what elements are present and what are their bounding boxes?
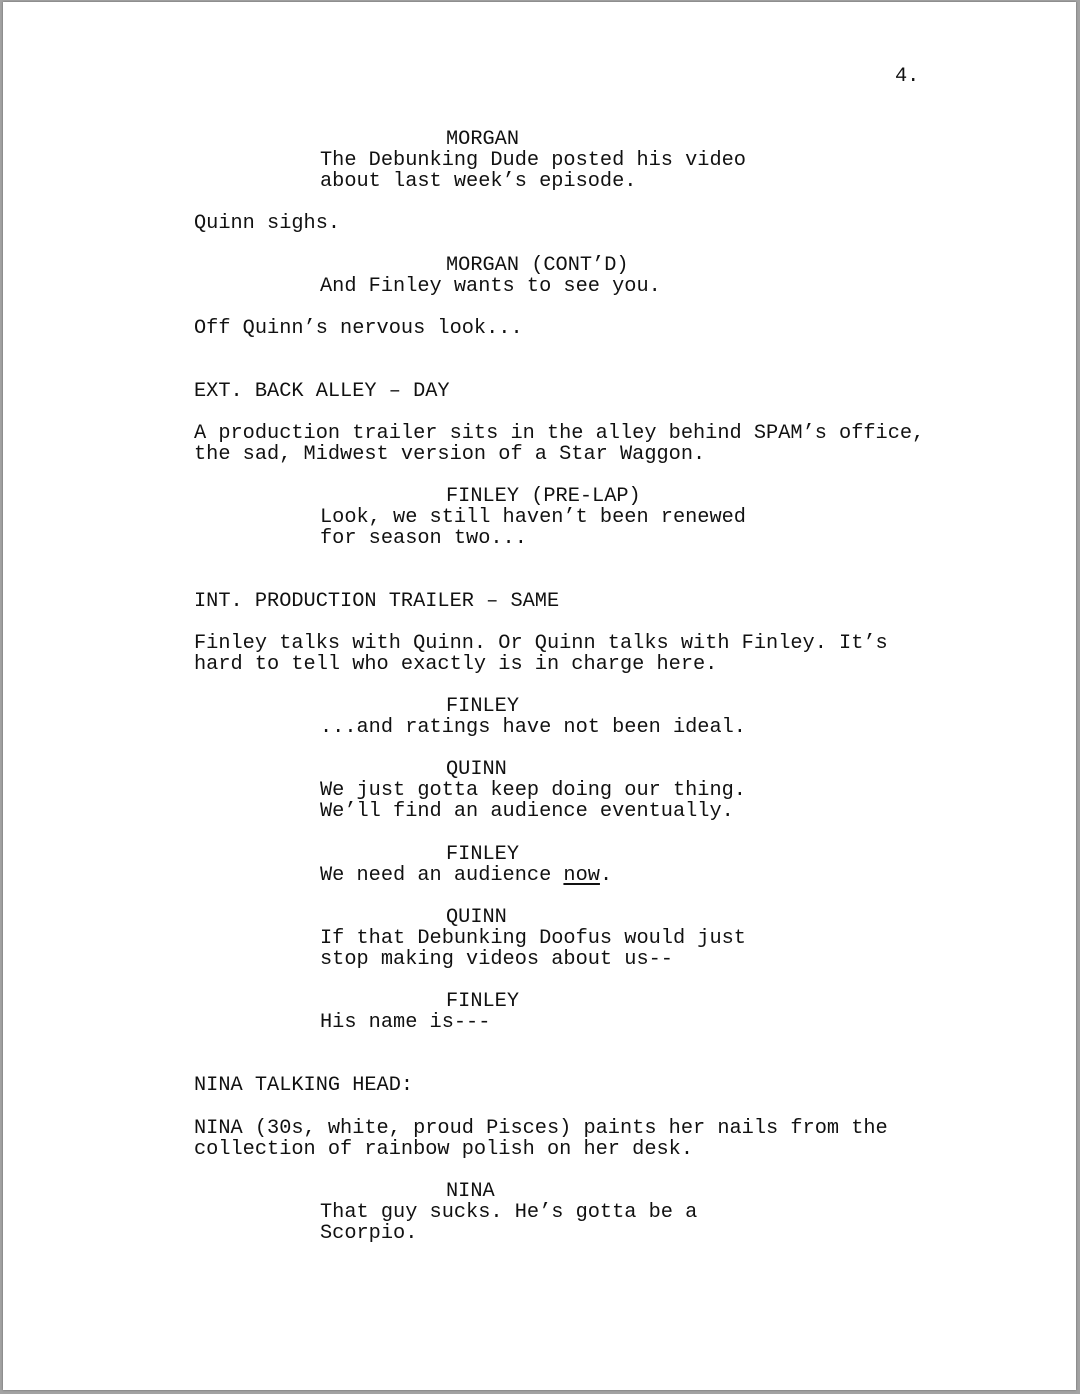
dialogue-line: Look, we still haven’t been renewed xyxy=(320,506,746,529)
scene-heading: EXT. BACK ALLEY – DAY xyxy=(194,380,450,403)
page-number: 4. xyxy=(895,65,920,88)
dialogue-line: If that Debunking Doofus would just xyxy=(320,927,746,950)
dialogue-line: The Debunking Dude posted his video xyxy=(320,149,746,172)
dialogue-line: We need an audience now. xyxy=(320,864,613,887)
character-name: QUINN xyxy=(446,758,507,781)
action-line: the sad, Midwest version of a Star Waggon. xyxy=(194,443,706,466)
character-name: QUINN xyxy=(446,906,507,929)
dialogue-line: We just gotta keep doing our thing. xyxy=(320,779,746,802)
dialogue-line: We’ll find an audience eventually. xyxy=(320,800,734,823)
character-name: FINLEY (PRE-LAP) xyxy=(446,485,641,508)
character-name: FINLEY xyxy=(446,843,520,866)
character-name: MORGAN (CONT’D) xyxy=(446,254,629,277)
dialogue-line: about last week’s episode. xyxy=(320,170,637,193)
character-name: FINLEY xyxy=(446,990,520,1013)
dialogue-line: And Finley wants to see you. xyxy=(320,275,661,298)
scene-heading: INT. PRODUCTION TRAILER – SAME xyxy=(194,590,560,613)
script-page xyxy=(3,2,1076,1390)
character-name: MORGAN xyxy=(446,128,520,151)
action-line: Quinn sighs. xyxy=(194,212,341,235)
action-line: Off Quinn’s nervous look... xyxy=(194,317,523,340)
dialogue-line: That guy sucks. He’s gotta be a xyxy=(320,1201,698,1224)
dialogue-line: stop making videos about us-- xyxy=(320,948,673,971)
dialogue-line: Scorpio. xyxy=(320,1222,418,1245)
dialogue-line: for season two... xyxy=(320,527,527,550)
character-name: NINA xyxy=(446,1180,495,1203)
action-line: collection of rainbow polish on her desk. xyxy=(194,1138,693,1161)
character-name: FINLEY xyxy=(446,695,520,718)
action-line: A production trailer sits in the alley behind SPAM’s office, xyxy=(194,422,925,445)
action-line: Finley talks with Quinn. Or Quinn talks with Finley. It’s xyxy=(194,632,888,655)
action-line: hard to tell who exactly is in charge here. xyxy=(194,653,718,676)
scene-heading: NINA TALKING HEAD: xyxy=(194,1074,414,1097)
underlined-emphasis: now xyxy=(563,864,600,887)
dialogue-line: His name is--- xyxy=(320,1011,491,1034)
dialogue-line: ...and ratings have not been ideal. xyxy=(320,716,746,739)
action-line: NINA (30s, white, proud Pisces) paints her nails from the xyxy=(194,1117,888,1140)
